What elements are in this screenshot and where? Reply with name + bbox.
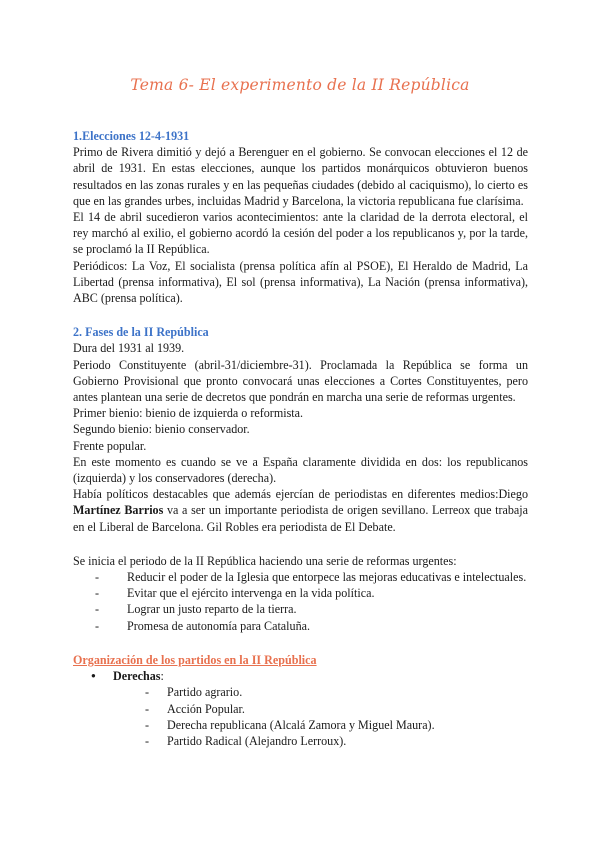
group-suffix: : [160,669,164,684]
list-item: - Partido agrario. [143,684,528,700]
paragraph: El 14 de abril sucedieron varios acontecimientos: ante la claridad de la derrota electoral, el rey marchó al exilio, el gobierno acordó la cesión del poder a los republicanos y, por la tarde, se proclamó la II República. [73,210,528,257]
paragraph: Se inicia el periodo de la II República haciendo una serie de reformas urgentes: [73,553,457,568]
section-heading-fases: 2. Fases de la II República [73,325,209,340]
list-item: - Reducir el poder de la Iglesia que entorpece las mejoras educativas e intelectuales. [89,569,528,585]
paragraph: Dura del 1931 al 1939. [73,341,185,356]
list-item: - Lograr un justo reparto de la tierra. [89,601,528,617]
bold-name: Martínez Barrios [73,503,164,518]
page-title: Tema 6- El experimento de la II República [130,76,470,94]
paragraph: Segundo bienio: bienio conservador. [73,422,250,437]
section-heading-partidos: Organización de los partidos en la II República [73,652,317,667]
list-item: - Promesa de autonomía para Cataluña. [89,618,528,634]
parties-list [113,684,528,749]
group-label: Derechas [113,669,161,684]
paragraph: Frente popular. [73,438,147,453]
section-heading-elecciones: 1.Elecciones 12-4-1931 [73,129,190,143]
paragraph-periodistas [73,486,528,535]
paragraph: En este momento es cuando se ve a España claramente dividida en dos: los republicanos (izquierda) y los conservadores (derecha). [73,454,528,486]
list-item: - Acción Popular. [143,701,528,717]
parties-groups [73,668,528,749]
paragraph: Periódicos: La Voz, El socialista (prensa política afín al PSOE), El Heraldo de Madrid, La Libertad (prensa informativa), El sol (prensa informativa), La Nación (prensa informativa), ABC (prensa política). [73,258,528,306]
document-body [73,128,528,749]
reforms-list [73,569,528,634]
list-item: - Partido Radical (Alejandro Lerroux). [143,733,528,749]
paragraph: Periodo Constituyente (abril-31/diciembre-31). Proclamada la República se forma un Gobierno Provisional que pronto convocará unas elecciones a Cortes Constituyentes, pero antes plantean una serie de decretos que pondrán en marcha una serie de reformas urgentes. [73,357,528,405]
paragraph: Primer bienio: bienio de izquierda o reformista. [73,406,304,421]
list-item: - Derecha republicana (Alcalá Zamora y Miguel Maura). [143,717,528,733]
paragraph: Primo de Rivera dimitió y dejó a Berenguer en el gobierno. Se convocan elecciones el 12 de abril de 1931. En estas elecciones, aunque los partidos monárquicos obtuvieron buenos resultados en las zonas rurales y en las pequeñas ciudades (debido al caciquismo), lo cierto es que en las grandes urbes, incluidas Madrid y Barcelona, la victoria republicana fue clarísima. [73,145,528,208]
text: va a ser un importante periodista de origen sevillano. Lerreox que trabaja en el Liberal de Barcelona. Gil Robles era periodista de El Debate. [73,503,528,534]
text: Había políticos destacables que además ejercían de periodistas en diferentes medios:Diego [73,487,528,502]
list-item: - Evitar que el ejército intervenga en la vida política. [89,585,528,601]
list-item-derechas [89,668,528,749]
